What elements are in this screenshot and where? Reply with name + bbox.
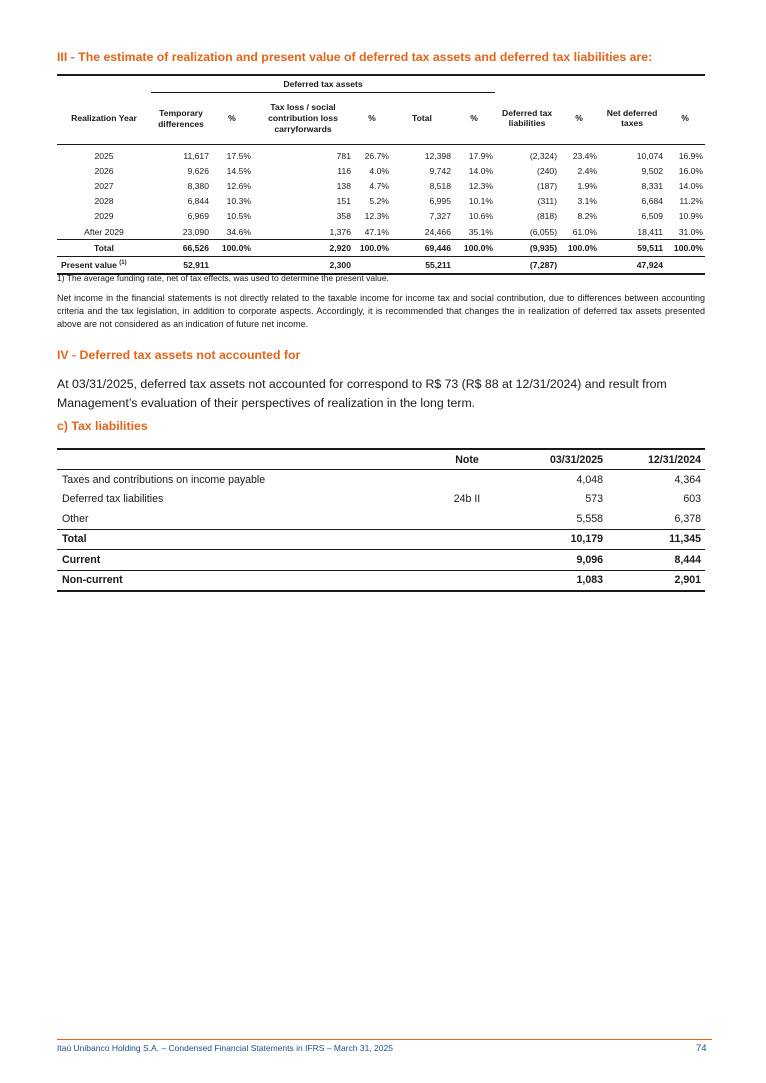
col-header-date2: 12/31/2024 (607, 449, 705, 470)
deferred-tax-assets-group-header: Deferred tax assets (151, 75, 495, 93)
table-row: After 2029 23,090 34.6% 1,376 47.1% 24,466 35.1% (6,055) 61.0% 18,411 31.0% (84, 226, 704, 237)
col-header-pct: % (575, 112, 583, 123)
col-header-pct: % (228, 113, 236, 124)
col-header-taxloss: Tax loss / social contribution loss carryforwards (268, 102, 338, 134)
col-header-pct: % (470, 113, 478, 124)
section-c-title: c) Tax liabilities (57, 419, 148, 433)
present-value-row: Present value $^{(1)}$ 52,911 2,300 55,211 (7,287) 47,924 (57, 257, 705, 275)
col-header-pct: % (368, 113, 376, 124)
table-row: Other 5,558 6,378 (62, 512, 701, 525)
non-current-row: Non-current 1,083 2,901 (57, 570, 705, 591)
total-row: Total 66,526 100.0% 2,920 100.0% 69,446 100.0% (9,935) 100.0% 59,511 100.0% (57, 240, 705, 257)
table-row: Taxes and contributions on income payable 4,048 4,364 (62, 473, 701, 486)
deferred-tax-not-accounted-paragraph: At 03/31/2025, deferred tax assets not accounted for correspond to R$ 73 (R$ 88 at 12/31/2024) and result from Management’s evaluation of their perspectives of realization in the long term. (57, 377, 667, 410)
table-row: 2029 6,969 10.5% 358 12.3% 7,327 10.6% (818) 8.2% 6,509 10.9% (94, 211, 704, 222)
table-row: 2027 8,380 12.6% 138 4.7% 8,518 12.3% (187) 1.9% 8,331 14.0% (94, 180, 704, 191)
col-header-date1: 03/31/2025 (507, 449, 607, 470)
table-row: 2025 11,617 17.5% 781 26.7% 12,398 17.9% (2,324) 23.4% 10,074 16.9% (94, 150, 704, 161)
note-reference-link: 24b II (453, 493, 481, 506)
col-header-total: Total (412, 113, 432, 124)
present-value-label: Present value $^{(1)}$ (57, 257, 151, 275)
table-row: Deferred tax liabilities 24b II 573 603 (57, 490, 705, 510)
section-iv-title: IV - Deferred tax assets not accounted for (57, 348, 301, 362)
col-header-net: Net deferred taxes (606, 107, 658, 129)
section-iii-title: III - The estimate of realization and present value of deferred tax assets and deferred tax liabilities are: (57, 50, 653, 64)
footnote: 1) The average funding rate, net of tax effects, was used to determine the present value. (57, 273, 389, 283)
col-header-year: Realization Year (71, 112, 137, 123)
realization-table (57, 74, 705, 275)
col-header-temporary: Temporary differences (158, 107, 204, 129)
tax-liabilities-table (57, 448, 705, 592)
page-number: 74 (696, 1043, 707, 1054)
col-header-dtl: Deferred tax liabilities (501, 107, 553, 129)
footer-text: Itaú Unibanco Holding S.A. – Condensed Financial Statements in IFRS – March 31, 2025 (57, 1043, 393, 1053)
col-header-note: Note (427, 449, 507, 470)
footer-divider (57, 1039, 712, 1040)
table-row: 2026 9,626 14.5% 116 4.0% 9,742 14.0% (240) 2.4% 9,502 16.0% (94, 165, 704, 176)
col-header-pct: % (681, 112, 689, 123)
total-row: Total 10,179 11,345 (57, 529, 705, 550)
table-row: 2028 6,844 10.3% 151 5.2% 6,995 10.1% (311) 3.1% 6,684 11.2% (94, 196, 704, 207)
net-income-paragraph: Net income in the financial statements is not directly related to the taxable income for income tax and social contribution, due to differences between accounting criteria and the tax legislation, in addition to corporate aspects. Accordingly, it is recommended that changes the in realization of deferred tax assets presented above are not considered as an indication of future net income. (57, 293, 705, 330)
current-row: Current 9,096 8,444 (57, 550, 705, 571)
